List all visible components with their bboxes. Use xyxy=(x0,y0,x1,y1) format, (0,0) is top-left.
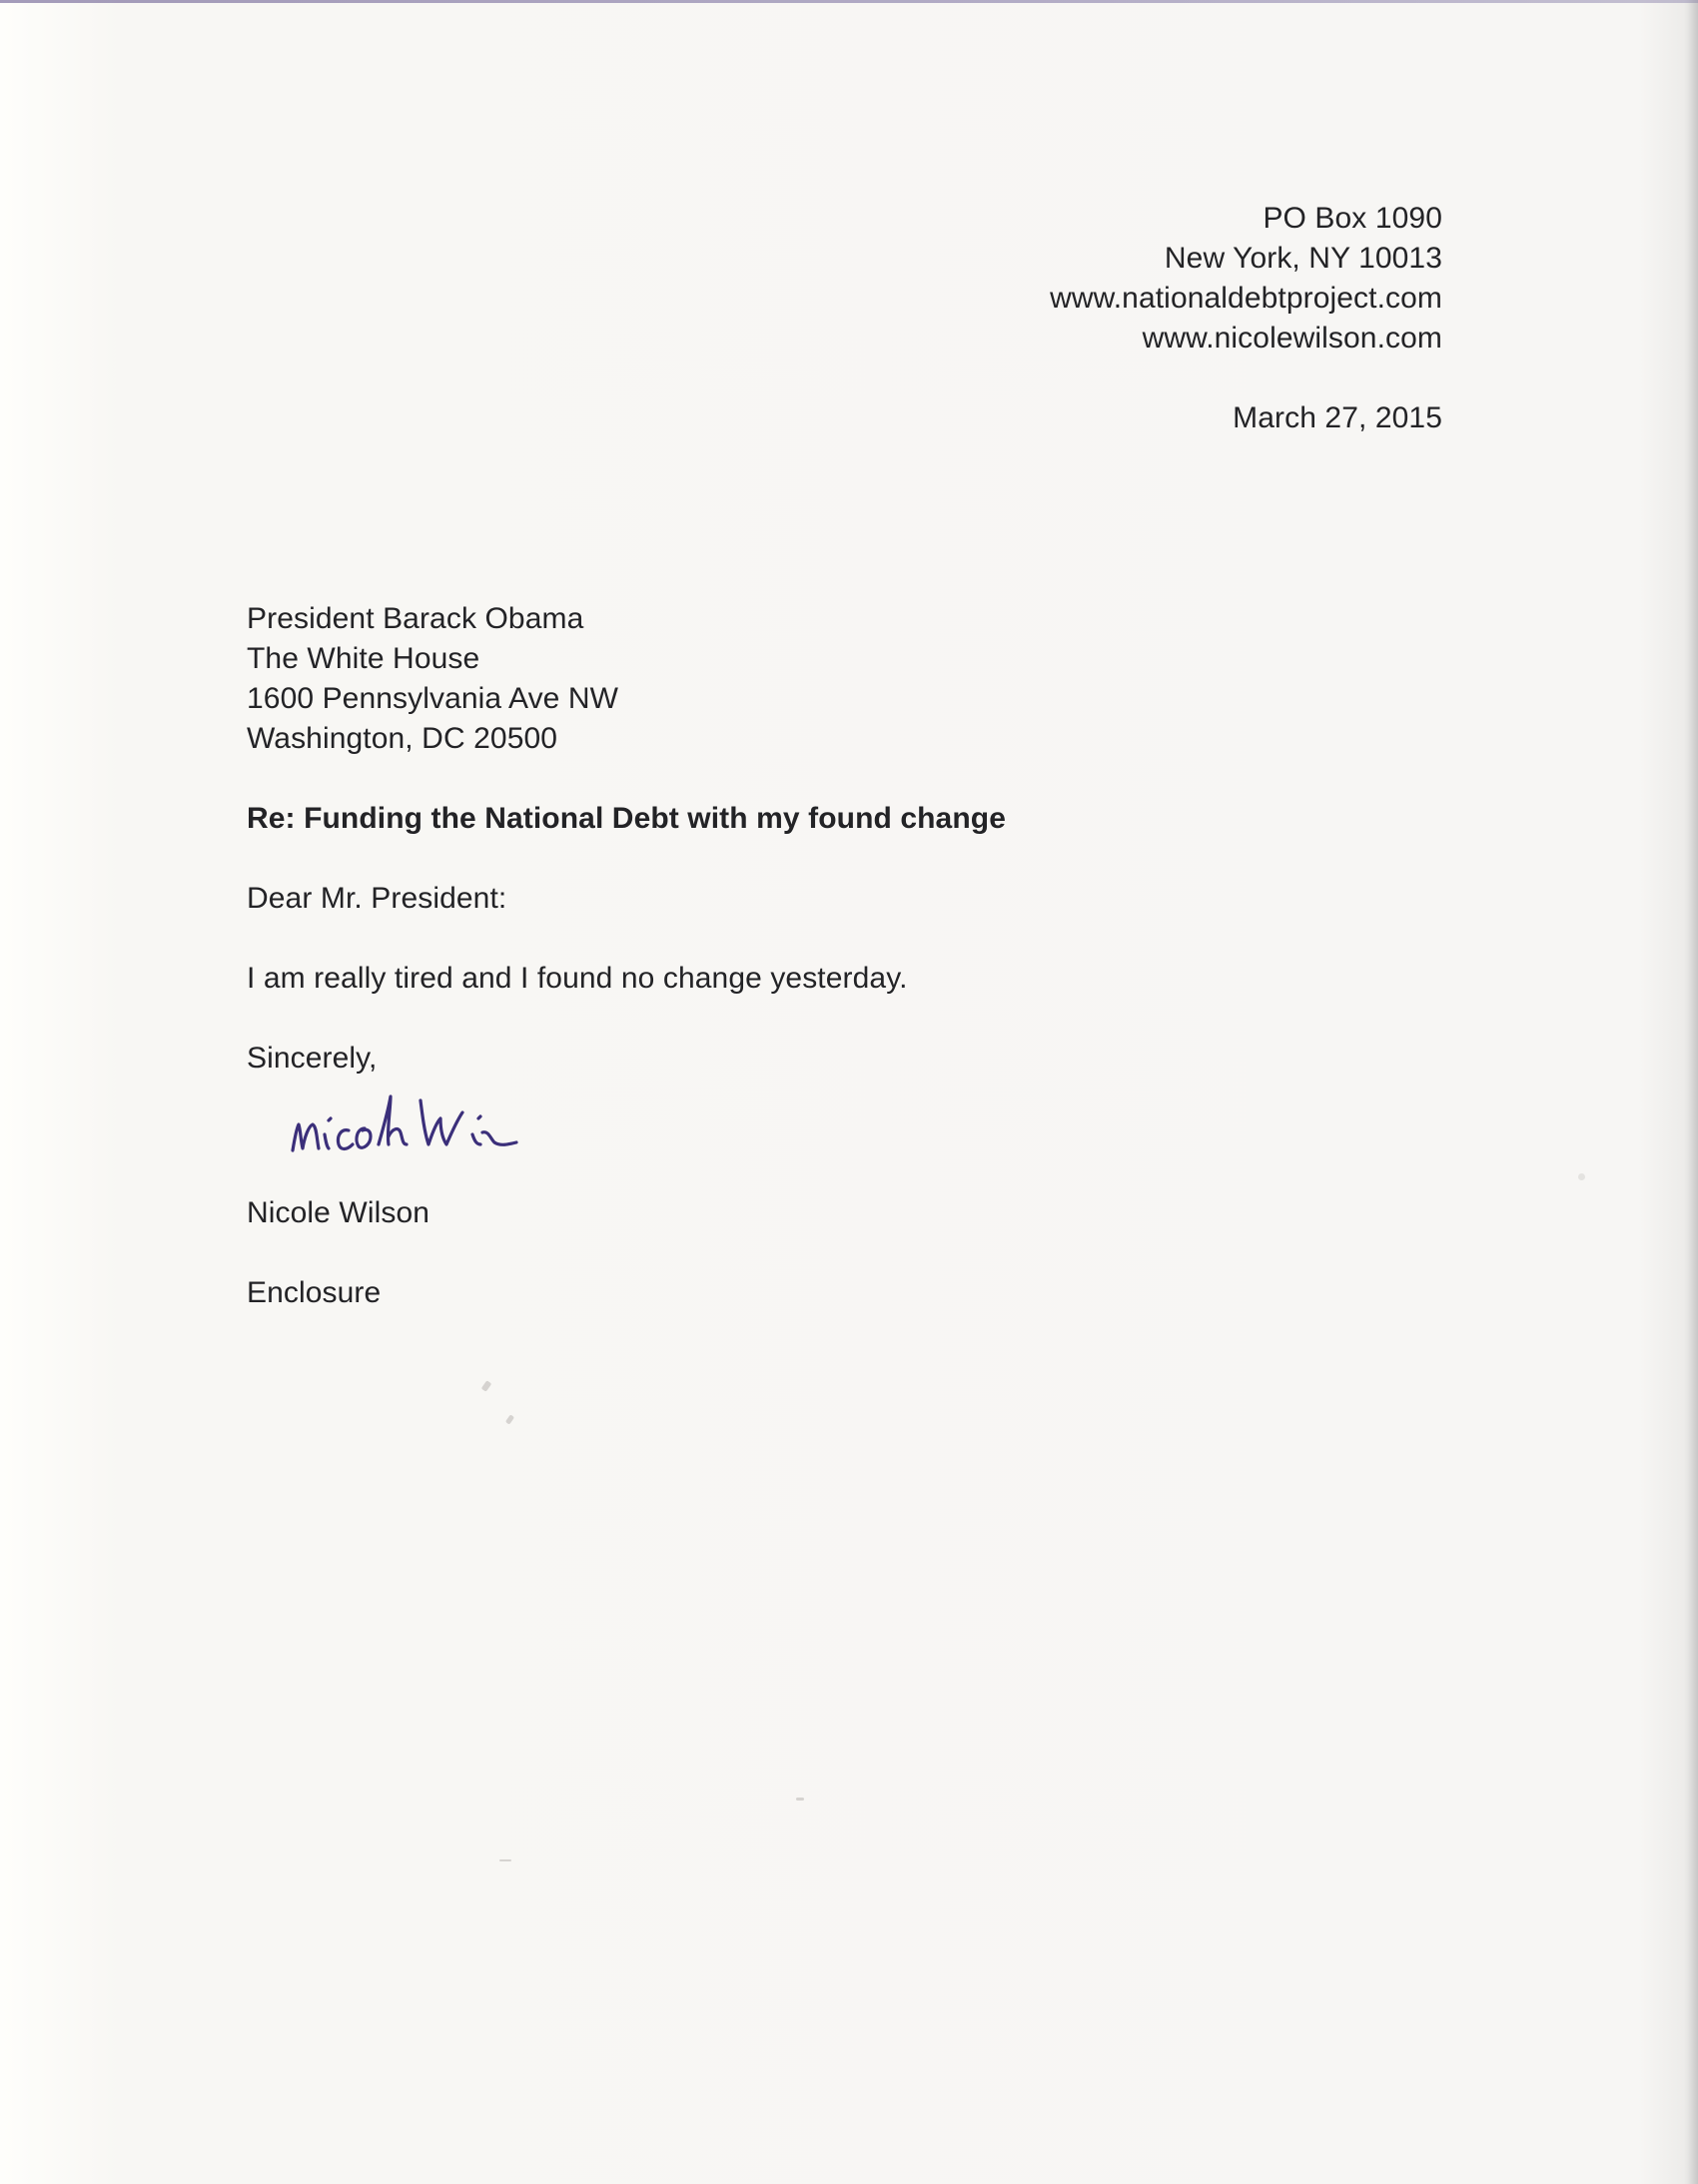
sender-address-line-2: New York, NY 10013 xyxy=(1164,242,1442,275)
sender-website-2: www.nicolewilson.com xyxy=(1142,322,1442,355)
scan-speck xyxy=(505,1414,514,1424)
subject-line: Re: Funding the National Debt with my found change xyxy=(247,802,1006,835)
closing: Sincerely, xyxy=(247,1042,378,1075)
body-paragraph: I am really tired and I found no change yesterday. xyxy=(247,962,908,995)
recipient-organization: The White House xyxy=(247,642,480,675)
scan-speck xyxy=(1578,1173,1585,1180)
enclosure-note: Enclosure xyxy=(247,1276,382,1309)
handwritten-signature xyxy=(285,1079,574,1168)
page-right-edge-shadow xyxy=(1684,0,1698,2184)
recipient-street: 1600 Pennsylvania Ave NW xyxy=(247,682,619,715)
letter-date: March 27, 2015 xyxy=(1233,401,1442,434)
recipient-name: President Barack Obama xyxy=(247,602,584,635)
sender-website-1: www.nationaldebtproject.com xyxy=(1050,282,1442,315)
signature-ink xyxy=(293,1096,516,1150)
page-top-edge xyxy=(0,0,1698,3)
scan-speck xyxy=(499,1859,511,1861)
signer-name: Nicole Wilson xyxy=(247,1196,430,1229)
recipient-city-state-zip: Washington, DC 20500 xyxy=(247,722,558,755)
salutation: Dear Mr. President: xyxy=(247,882,507,915)
scan-speck xyxy=(796,1798,804,1801)
sender-address-line-1: PO Box 1090 xyxy=(1263,202,1442,235)
scan-speck xyxy=(481,1380,492,1392)
